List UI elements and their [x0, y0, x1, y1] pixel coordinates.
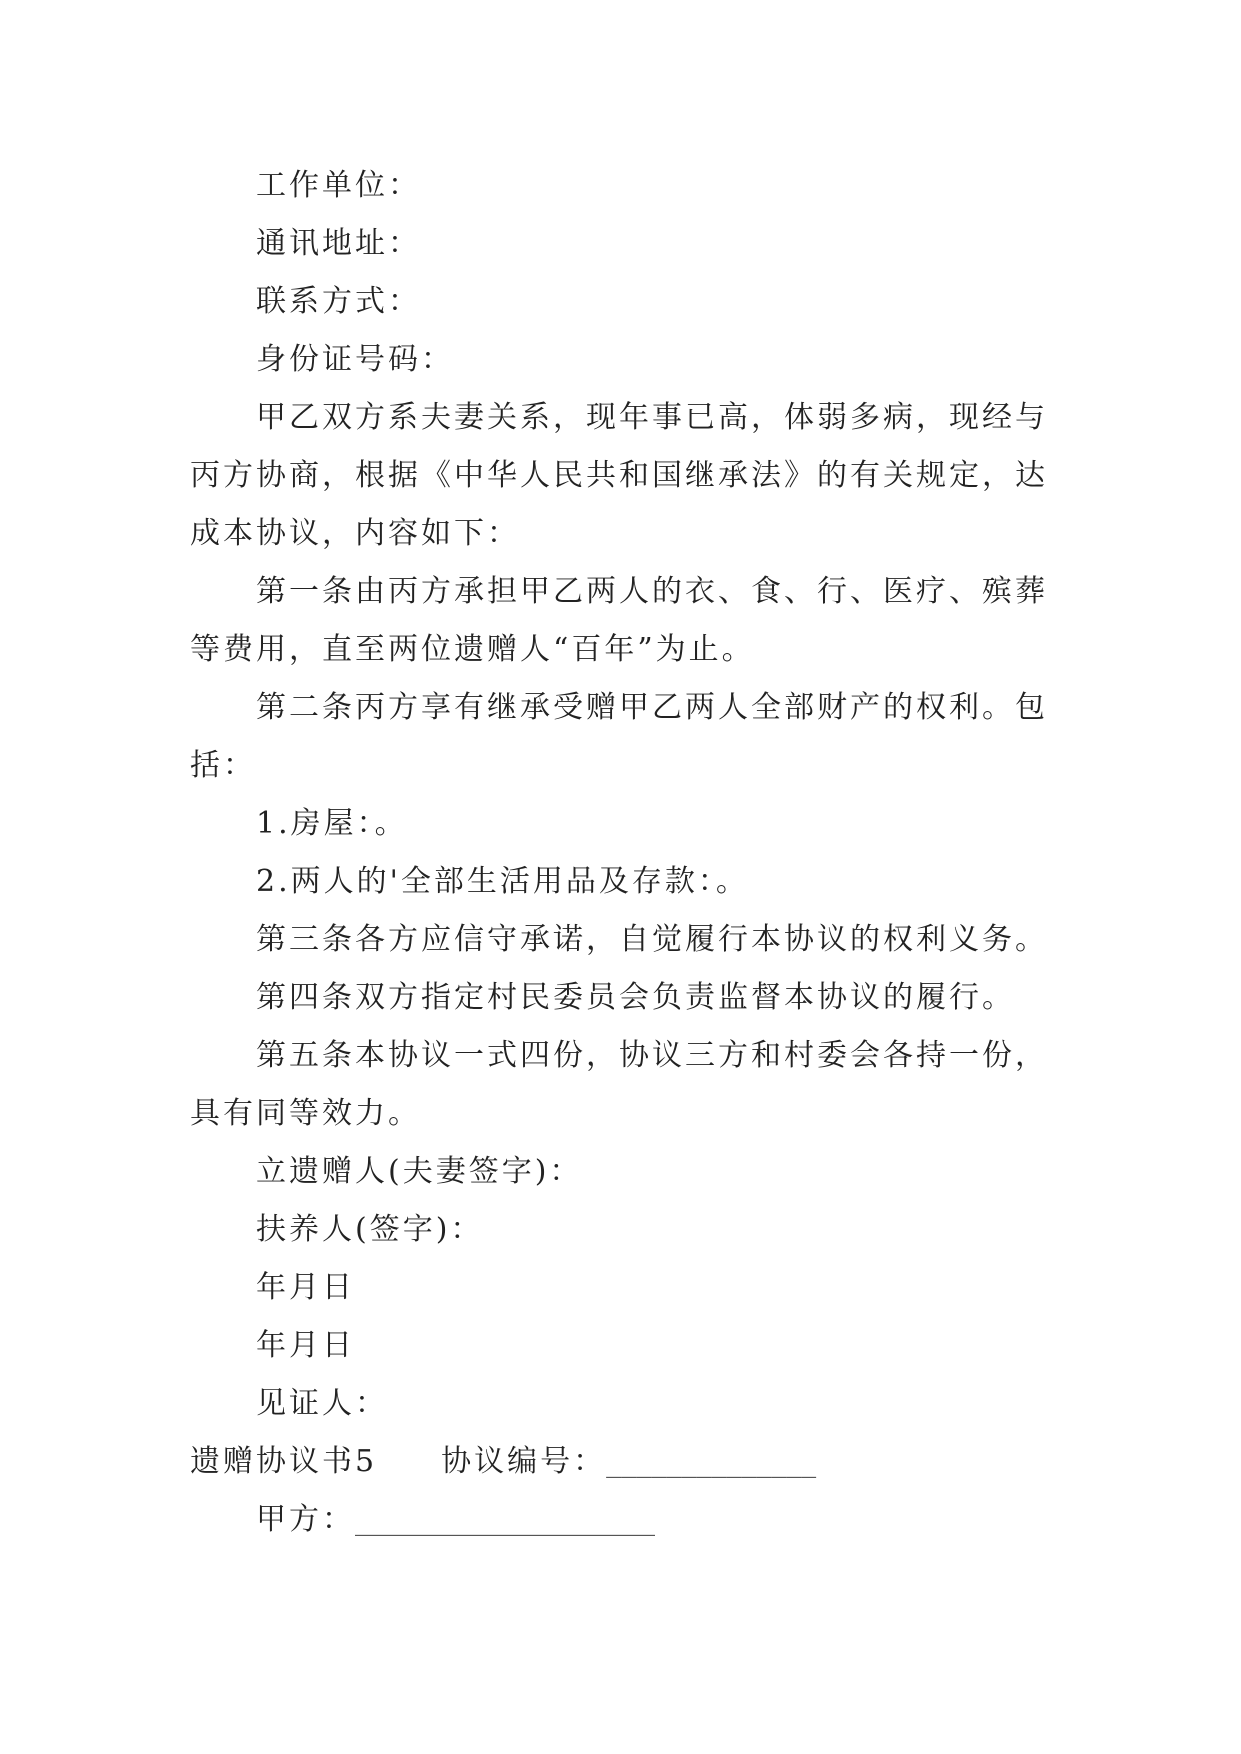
text-line: 括： — [190, 748, 256, 783]
text-line: 扶养人(签字)： — [256, 1212, 484, 1247]
agreement-title: 遗赠协议书5 — [190, 1444, 378, 1479]
text-line: 1.房屋：。 — [256, 806, 408, 841]
text-line: 见证人： — [256, 1386, 388, 1421]
text-line: 通讯地址： — [256, 226, 421, 261]
text-line: 等费用，直至两位遗赠人“百年”为止。 — [190, 632, 755, 667]
text-line: 第一条由丙方承担甲乙两人的衣、食、行、医疗、殡葬 — [256, 574, 1048, 609]
text-line: 年月日 — [256, 1270, 355, 1305]
agreement-heading — [190, 1433, 1050, 1491]
text-line: 工作单位： — [256, 168, 421, 203]
party-a-label: 甲方： — [256, 1502, 355, 1537]
agreement-number-label: 协议编号： — [441, 1444, 607, 1479]
text-line: 甲乙双方系夫妻关系，现年事已高，体弱多病，现经与 — [256, 400, 1048, 435]
text-line: 第三条各方应信守承诺，自觉履行本协议的权利义务。 — [256, 922, 1048, 957]
text-line: 联系方式： — [256, 284, 421, 319]
document-lines — [190, 157, 1050, 1433]
text-line: 第五条本协议一式四份，协议三方和村委会各持一份， — [256, 1038, 1048, 1073]
text-line: 年月日 — [256, 1328, 355, 1363]
text-line: 立遗赠人(夫妻签字)： — [256, 1154, 583, 1189]
party-a-line — [190, 1491, 1050, 1549]
text-line: 具有同等效力。 — [190, 1096, 421, 1131]
text-line: 身份证号码： — [256, 342, 454, 377]
text-line: 2.两人的'全部生活用品及存款：。 — [256, 864, 749, 899]
text-line: 第四条双方指定村民委员会负责监督本协议的履行。 — [256, 980, 1015, 1015]
text-line: 丙方协商，根据《中华人民共和国继承法》的有关规定，达 — [190, 458, 1048, 493]
document-body — [190, 157, 1050, 1549]
text-line: 成本协议，内容如下： — [190, 516, 520, 551]
text-line: 第二条丙方享有继承受赠甲乙两人全部财产的权利。包 — [256, 690, 1048, 725]
party-a-blank: ____________________ — [355, 1502, 655, 1537]
agreement-number-blank: ______________ — [606, 1444, 817, 1479]
